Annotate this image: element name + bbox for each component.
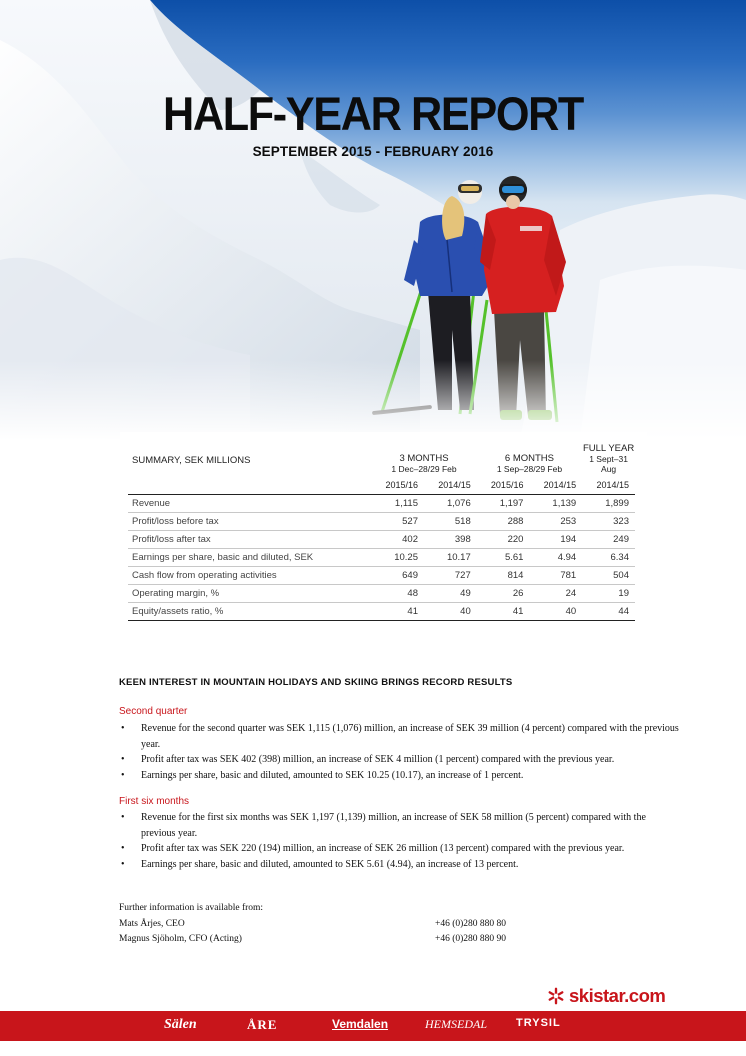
report-title: HALF-YEAR REPORT [163,87,583,140]
contact-name: Mats Årjes, CEO [119,918,185,929]
period-header: 2014/15 [582,474,635,495]
table-row: Cash flow from operating activities 649 727 814 781 504 [128,567,635,585]
summary-table [120,432,647,621]
first-six-months-list [119,810,679,872]
period-header: 2015/16 [477,474,530,495]
resort-trysil: TRYSIL [516,1017,561,1029]
list-item: • Earnings per share, basic and diluted, amounted to SEK 10.25 (10.17), an increase of 1 percent. [119,768,679,784]
contact-row [119,917,539,933]
section-title-first-six-months: First six months [119,796,190,807]
resort-salen: Sälen [164,1017,197,1032]
contact-intro: Further information is available from: [119,903,264,913]
table-row: Revenue 1,115 1,076 1,197 1,139 1,899 [128,495,635,513]
table-row: Earnings per share, basic and diluted, SEK 10.25 10.17 5.61 4.94 6.34 [128,549,635,567]
headline: KEEN INTEREST IN MOUNTAIN HOLIDAYS AND SKIING BRINGS RECORD RESULTS [119,677,513,688]
list-item: • Revenue for the second quarter was SEK 1,115 (1,076) million, an increase of SEK 39 million (4 percent) compared with the previous year. [119,721,679,752]
second-quarter-list [119,721,679,783]
summary-heading: SUMMARY, SEK MILLIONS [132,454,251,466]
resort-are: ÅRE [247,1017,278,1032]
group-header-3-months: 3 MONTHS 1 Dec–28/29 Feb [391,453,457,474]
table-row: Equity/assets ratio, % 41 40 41 40 44 [128,603,635,621]
contact-row [119,932,539,948]
table-row: Operating margin, % 48 49 26 24 19 [128,585,635,603]
skistar-logo [547,983,665,1009]
period-header: 2014/15 [529,474,582,495]
list-item: • Profit after tax was SEK 220 (194) million, an increase of SEK 26 million (13 percent) compared with the previous year. [119,841,679,857]
period-header: 2014/15 [424,474,477,495]
section-title-second-quarter: Second quarter [119,706,188,717]
contact-phone: +46 (0)280 880 80 [435,918,507,929]
period-header: 2015/16 [371,474,424,495]
group-header-full-year: FULL YEAR 1 Sept–31 Aug [582,443,635,474]
contact-name: Magnus Sjöholm, CFO (Acting) [119,934,242,944]
group-header-6-months: 6 MONTHS 1 Sep–28/29 Feb [496,453,563,474]
contact-info [119,901,539,948]
list-item: • Revenue for the first six months was SEK 1,197 (1,139) million, an increase of SEK 58 million (5 percent) compared with the previous year. [119,810,679,841]
table-row: Profit/loss before tax 527 518 288 253 323 [128,513,635,531]
hero-photo [0,0,746,440]
table-row: Profit/loss after tax 402 398 220 194 249 [128,531,635,549]
resort-hemsedal: HEMSEDAL [425,1017,487,1031]
resort-vemdalen: Vemdalen [332,1017,389,1031]
report-subtitle: SEPTEMBER 2015 - FEBRUARY 2016 [252,144,494,159]
list-item: • Earnings per share, basic and diluted, amounted to SEK 5.61 (4.94), an increase of 13 percent. [119,857,679,873]
snow-mountain-illustration [0,0,746,440]
contact-phone: +46 (0)280 880 90 [435,934,507,944]
snowflake-icon [547,987,565,1005]
list-item: • Profit after tax was SEK 402 (398) million, an increase of SEK 4 million (1 percent) compared with the previous year. [119,752,679,768]
brand-name: skistar.com [569,985,666,1006]
